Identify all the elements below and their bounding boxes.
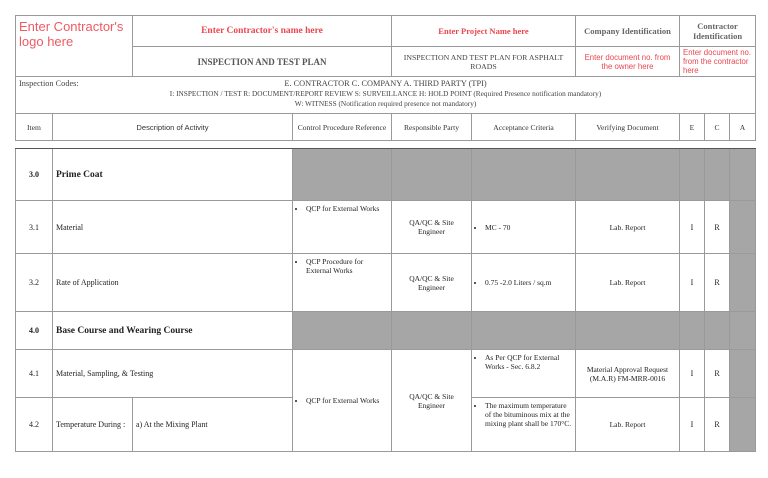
item-number: 3.1 [16,201,53,254]
contractor-code: I [680,201,705,254]
verifying-document: Material Approval Request (M.A.R) FM-MRR-0016 [576,350,680,398]
acceptance-criteria: • The maximum temperature of the bituminous mix at the mixing plant shall be 170°C. [472,398,576,452]
control-reference: • QCP for External Works [293,201,392,254]
section-title: Prime Coat [53,149,293,201]
owner-document-number: Enter document no. from the owner here [576,47,680,77]
col-header-c: C [705,114,730,141]
contractor-document-number: Enter document no. from the contractor here [680,47,756,77]
section-item-number: 3.0 [16,149,53,201]
col-header-control: Control Procedure Reference [293,114,392,141]
section-title: Base Course and Wearing Course [53,312,293,350]
col-header-a: A [730,114,756,141]
acceptance-criteria: • MC - 70 [472,201,576,254]
table-row [16,254,756,312]
responsible-party: QA/QC & Site Engineer [392,201,472,254]
company-identification: Company Identification [576,16,680,47]
plan-title: INSPECTION AND TEST PLAN [133,47,392,77]
col-header-description: Description of Activity [53,114,293,141]
section-item-number: 4.0 [16,312,53,350]
inspection-codes [16,77,756,114]
contractor-code: I [680,350,705,398]
activity-description: Material [53,201,293,254]
activity-sub-description: a) At the Mixing Plant [133,398,293,452]
third-party-code [730,254,756,312]
col-header-item: Item [16,114,53,141]
codes-line-2: I: INSPECTION / TEST R: DOCUMENT/REPORT REVIEW S: SURVEILLANCE H: HOLD POINT (Required Presence notification mandatory) [169,89,602,98]
section-row-3 [16,149,756,201]
itp-table [15,15,756,452]
contractor-identification: Contractor Identification [680,16,756,47]
codes-line-3: W: WITNESS (Notification required presence not mandatory) [294,99,477,108]
col-header-acceptance: Acceptance Criteria [472,114,576,141]
itp-document [15,15,755,452]
third-party-code [730,201,756,254]
col-header-responsible: Responsible Party [392,114,472,141]
item-number: 4.2 [16,398,53,452]
responsible-party: QA/QC & Site Engineer [392,350,472,452]
table-row [16,201,756,254]
verifying-document: Lab. Report [576,254,680,312]
plan-subtitle: INSPECTION AND TEST PLAN FOR ASPHALT ROADS [392,47,576,77]
activity-description: Temperature During : [53,398,133,452]
third-party-code [730,350,756,398]
item-number: 4.1 [16,350,53,398]
activity-description: Rate of Application [53,254,293,312]
activity-description: Material, Sampling, & Testing [53,350,293,398]
section-row-4 [16,312,756,350]
control-reference: • QCP Procedure for External Works [293,254,392,312]
responsible-party: QA/QC & Site Engineer [392,254,472,312]
company-code: R [705,350,730,398]
control-reference: • QCP for External Works [293,350,392,452]
codes-line-1: E. CONTRACTOR C. COMPANY A. THIRD PARTY (TPI) [284,79,487,88]
col-header-verifying: Verifying Document [576,114,680,141]
contractor-code: I [680,254,705,312]
table-row [16,350,756,398]
project-name: Enter Project Name here [392,16,576,47]
company-code: R [705,201,730,254]
acceptance-criteria: • As Per QCP for External Works - Sec. 6.8.2 [472,350,576,398]
item-number: 3.2 [16,254,53,312]
col-header-e: E [680,114,705,141]
verifying-document: Lab. Report [576,201,680,254]
company-code: R [705,254,730,312]
inspection-codes-label: Inspection Codes: [19,79,79,88]
contractor-logo-placeholder: Enter Contractor's logo here [16,16,133,77]
company-code: R [705,398,730,452]
third-party-code [730,398,756,452]
acceptance-criteria: • 0.75 -2.0 Liters / sq.m [472,254,576,312]
verifying-document: Lab. Report [576,398,680,452]
contractor-name: Enter Contractor's name here [133,16,392,47]
contractor-code: I [680,398,705,452]
